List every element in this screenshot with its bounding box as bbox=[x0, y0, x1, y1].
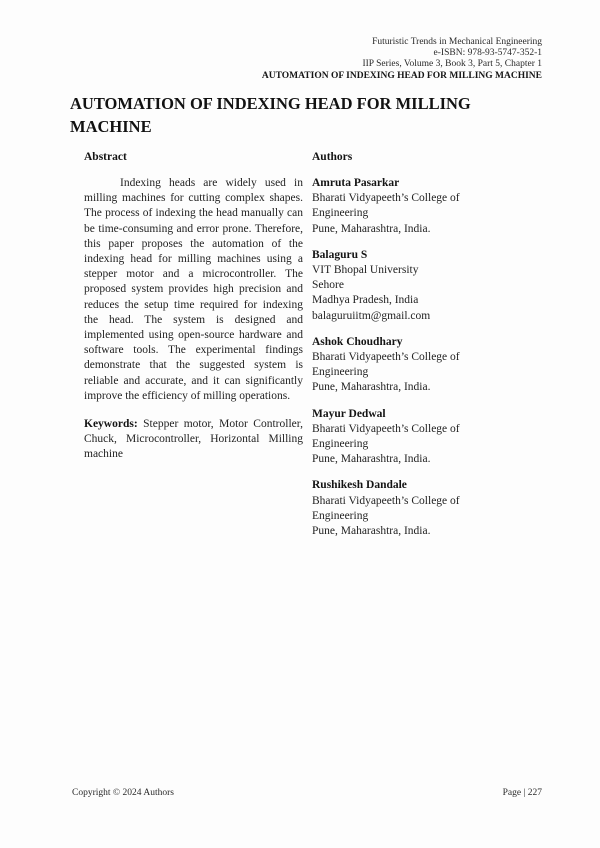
author-email: balaguruiitm@gmail.com bbox=[312, 309, 431, 322]
author-affiliation-line: Engineering bbox=[312, 366, 369, 379]
author-affiliation-line: Engineering bbox=[312, 207, 369, 220]
author-affiliation-line: Sehore bbox=[312, 279, 344, 292]
author-affiliation-line: Pune, Maharashtra, India. bbox=[312, 525, 431, 538]
keywords-text: Stepper motor, Motor Controller, Chuck, Microcontroller, Horizontal Milling machine bbox=[84, 418, 303, 461]
authors-heading: Authors bbox=[312, 151, 353, 163]
publication-isbn: e-ISBN: 978-93-5747-352-1 bbox=[433, 48, 542, 59]
author-affiliation-line: Pune, Maharashtra, India. bbox=[312, 222, 431, 235]
publication-series: Futuristic Trends in Mechanical Engineering bbox=[372, 37, 542, 47]
author-name: Ashok Choudhary bbox=[312, 335, 403, 348]
author-block bbox=[312, 335, 544, 396]
author-affiliation-line: Madhya Pradesh, India bbox=[312, 294, 419, 307]
copyright-text: Copyright © 2024 Authors bbox=[72, 788, 174, 798]
publication-volume-info: IIP Series, Volume 3, Book 3, Part 5, Chapter 1 bbox=[362, 59, 542, 70]
publication-chapter-title: AUTOMATION OF INDEXING HEAD FOR MILLING MACHINE bbox=[261, 70, 542, 81]
author-affiliation-line: VIT Bhopal University bbox=[312, 264, 419, 277]
author-affiliation-line: Bharati Vidyapeeth’s College of bbox=[312, 422, 460, 435]
author-block bbox=[312, 248, 544, 324]
page-number: Page | 227 bbox=[502, 788, 542, 798]
author-affiliation-line: Engineering bbox=[312, 438, 369, 451]
author-name: Rushikesh Dandale bbox=[312, 479, 407, 492]
author-affiliation-line: Bharati Vidyapeeth’s College of bbox=[312, 192, 460, 205]
author-affiliation-line: Pune, Maharashtra, India. bbox=[312, 453, 431, 466]
abstract-heading: Abstract bbox=[84, 151, 127, 163]
keywords-paragraph bbox=[84, 417, 303, 463]
author-name: Amruta Pasarkar bbox=[312, 177, 400, 189]
author-affiliation-line: Engineering bbox=[312, 509, 369, 522]
publication-header bbox=[262, 37, 542, 82]
author-affiliation-line: Bharati Vidyapeeth’s College of bbox=[312, 351, 460, 364]
author-block bbox=[312, 176, 544, 237]
abstract-text: Indexing heads are widely used in milling machines for cutting complex shapes. The process of indexing the head manually can be time-consuming and error prone. Therefore, this paper proposes the automation of the indexing head for milling machines using a stepper motor and a microcontroller. The proposed system provides high precision and reduces the setup time required for indexing the head. The system is designed and implemented using open-source hardware and software tools. The experimental findings demonstrate that the suggested system is reliable and accurate, and it can significantly improve the efficiency of milling operations. bbox=[84, 177, 303, 402]
author-name: Mayur Dedwal bbox=[312, 407, 386, 420]
author-block bbox=[312, 478, 544, 539]
author-block bbox=[312, 407, 544, 468]
page-footer bbox=[72, 787, 542, 799]
author-affiliation-line: Pune, Maharashtra, India. bbox=[312, 381, 431, 394]
authors-section bbox=[312, 150, 544, 550]
author-affiliation-line: Bharati Vidyapeeth’s College of bbox=[312, 494, 460, 507]
abstract-section bbox=[84, 150, 303, 463]
paper-title: AUTOMATION OF INDEXING HEAD FOR MILLING MACHINE bbox=[70, 94, 471, 136]
keywords-label: Keywords: bbox=[84, 418, 138, 431]
author-name: Balaguru S bbox=[312, 248, 368, 261]
